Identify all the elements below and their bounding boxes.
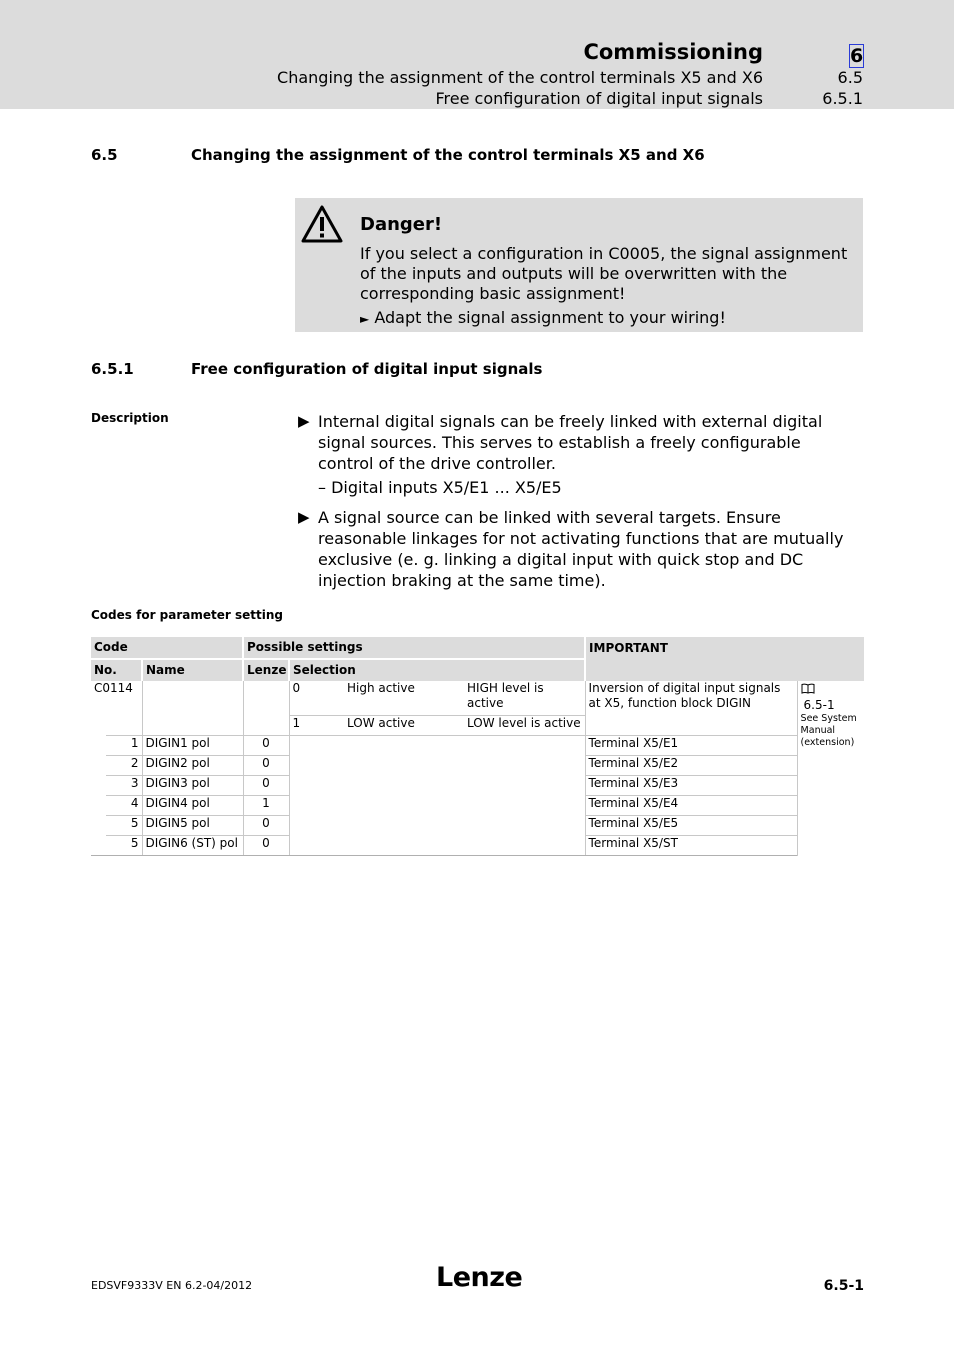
indent-cell — [91, 776, 106, 796]
indent-cell — [91, 836, 106, 856]
row-lenze: 0 — [243, 756, 289, 776]
code-cell: C0114 — [94, 681, 133, 695]
subsection-number-header: 6.5.1 — [822, 89, 863, 108]
danger-title: Danger! — [360, 214, 443, 235]
row-lenze: 0 — [243, 736, 289, 756]
reference-note: See System Manual (extension) — [800, 713, 857, 748]
danger-action — [360, 308, 726, 327]
reference-cell — [797, 681, 864, 856]
triangle-bullet-icon: ► — [360, 312, 370, 326]
row-no: 5 — [106, 836, 142, 856]
book-icon — [801, 683, 862, 698]
reference-link[interactable]: 6.5-1 — [803, 698, 835, 712]
header-code: Code — [91, 637, 243, 659]
codes-table — [91, 637, 864, 856]
triangle-bullet-icon: ▶ — [298, 412, 310, 430]
description-bullet-1: Internal digital signals can be freely linked with external digital signal sources. This serves to establish a freely configurable control of the drive controller. — [318, 412, 823, 473]
row-lenze: 0 — [243, 836, 289, 856]
warning-triangle-icon — [300, 204, 344, 248]
row-no: 1 — [106, 736, 142, 756]
indent-cell — [91, 756, 106, 776]
row-name: DIGIN5 pol — [142, 816, 243, 836]
row-important: Terminal X5/ST — [585, 836, 797, 856]
lenze-logo: Lenze — [436, 1262, 523, 1293]
subsection-heading: Free configuration of digital input signals — [191, 360, 543, 378]
row-important: Terminal X5/E3 — [585, 776, 797, 796]
row-important: Terminal X5/E4 — [585, 796, 797, 816]
header-lenze: Lenze — [243, 659, 289, 681]
row-lenze: 0 — [243, 776, 289, 796]
row-no: 4 — [106, 796, 142, 816]
row-name: DIGIN3 pol — [142, 776, 243, 796]
indent-cell — [91, 796, 106, 816]
name-cell-empty — [142, 681, 243, 736]
page-number: 6.5-1 — [823, 1278, 864, 1294]
danger-text: If you select a configuration in C0005, the signal assignment of the inputs and outputs will be overwritten with the corresponding basic assignment! — [360, 244, 848, 303]
header-name: Name — [142, 659, 243, 681]
selection-value: 1 — [289, 716, 344, 736]
section-heading: Changing the assignment of the control terminals X5 and X6 — [191, 146, 705, 164]
row-lenze: 0 — [243, 816, 289, 836]
selection-description: LOW level is active — [467, 716, 581, 730]
row-important: Terminal X5/E2 — [585, 756, 797, 776]
row-important: Terminal X5/E1 — [585, 736, 797, 756]
header-important: IMPORTANT — [585, 637, 864, 681]
subsection-title-header: Free configuration of digital input signals — [435, 89, 763, 108]
row-lenze: 1 — [243, 796, 289, 816]
row-no: 5 — [106, 816, 142, 836]
selection-name: LOW active — [347, 716, 415, 730]
header-no: No. — [91, 659, 142, 681]
section-title-header: Changing the assignment of the control terminals X5 and X6 — [277, 68, 763, 87]
row-name: DIGIN1 pol — [142, 736, 243, 756]
description-label: Description — [91, 411, 169, 425]
row-name: DIGIN6 (ST) pol — [142, 836, 243, 856]
danger-action-text: Adapt the signal assignment to your wiring! — [374, 308, 726, 327]
lenze-cell-empty — [243, 681, 289, 736]
chapter-number[interactable]: 6 — [850, 45, 864, 67]
header-selection: Selection — [289, 659, 585, 681]
row-name: DIGIN2 pol — [142, 756, 243, 776]
indent-cell — [91, 736, 106, 756]
row-name: DIGIN4 pol — [142, 796, 243, 816]
row-no: 3 — [106, 776, 142, 796]
subsection-number: 6.5.1 — [91, 360, 134, 378]
description-sub-item: – Digital inputs X5/E1 ... X5/E5 — [318, 478, 562, 497]
description-bullet-2: A signal source can be linked with several targets. Ensure reasonable linkages for not activating functions that are mutually exclusive (e. g. linking a digital input with quick stop and DC injection braking at the same time). — [318, 508, 844, 590]
row-no: 2 — [106, 756, 142, 776]
selection-name: High active — [344, 681, 464, 716]
section-number-header: 6.5 — [837, 68, 863, 87]
footer-doc-id: EDSVF9333V EN 6.2-04/2012 — [91, 1279, 253, 1292]
important-cell: Inversion of digital input signals at X5, function block DIGIN — [585, 681, 797, 736]
chapter-title: Commissioning — [583, 40, 763, 64]
header-possible-settings: Possible settings — [243, 637, 585, 659]
section-number: 6.5 — [91, 146, 118, 164]
indent-cell — [91, 816, 106, 836]
triangle-bullet-icon: ▶ — [298, 508, 310, 526]
selection-empty — [289, 736, 585, 856]
selection-description: HIGH level is active — [464, 681, 585, 716]
codes-label: Codes for parameter setting — [91, 608, 283, 622]
row-important: Terminal X5/E5 — [585, 816, 797, 836]
selection-value: 0 — [289, 681, 344, 716]
